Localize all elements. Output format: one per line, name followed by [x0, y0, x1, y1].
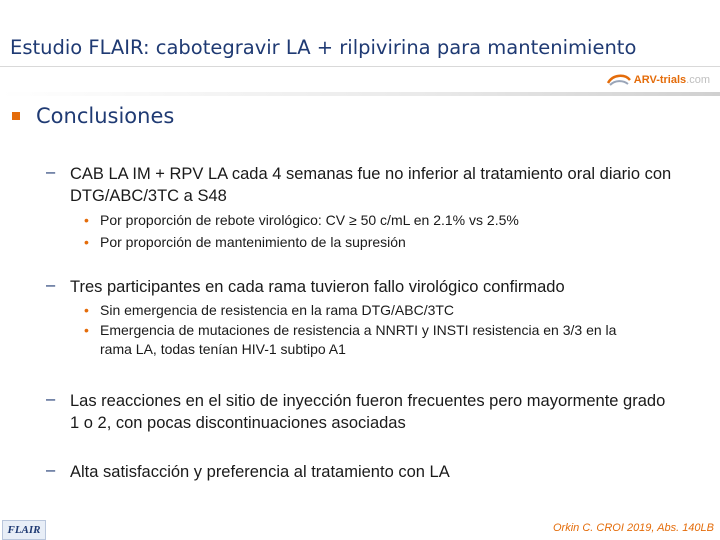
sub-list-item-text: Emergencia de mutaciones de resistencia a NNRTI y INSTI resistencia en 3/3 en la rama LA, todas tenían HIV-1 subtipo A1 — [100, 322, 617, 357]
logo-text — [634, 74, 710, 86]
list-item-text: CAB LA IM + RPV LA cada 4 semanas fue no inferior al tratamiento oral diario con DTG/ABC/3TC a S48 — [70, 165, 672, 205]
list-item-text: Las reacciones en el sitio de inyección fueron frecuentes pero mayormente grado 1 o 2, con pocas discontinuaciones asociadas — [70, 392, 666, 432]
sub-list-item — [84, 301, 704, 320]
sub-bullet: • — [84, 212, 89, 228]
sub-list-item-text: Por proporción de mantenimiento de la supresión — [100, 234, 406, 250]
citation: Orkin C. CROI 2019, Abs. 140LB — [553, 522, 714, 534]
dash-bullet: – — [46, 461, 56, 479]
dash-bullet: – — [46, 390, 56, 408]
section-heading-text: Conclusiones — [36, 104, 175, 128]
sub-list-item-text: Por proporción de rebote virológico: CV ≥ 50 c/mL en 2.1% vs 2.5% — [100, 212, 519, 228]
sub-list-item — [84, 211, 704, 230]
title-divider — [0, 66, 720, 67]
dash-bullet: – — [46, 163, 56, 181]
arv-trials-logo — [606, 72, 710, 88]
logo-text-tld: .com — [686, 74, 710, 86]
section-heading — [12, 104, 174, 128]
sub-bullet: • — [84, 234, 89, 250]
list-item-text: Tres participantes en cada rama tuvieron fallo virológico confirmado — [70, 278, 565, 296]
sub-list-item — [84, 233, 704, 252]
page-title: Estudio FLAIR: cabotegravir LA + rilpivirina para mantenimiento — [10, 36, 637, 59]
header-band — [0, 92, 720, 96]
sub-bullet: • — [84, 302, 89, 318]
logo-text-main: ARV-trials — [633, 74, 687, 86]
sub-bullet: • — [84, 322, 89, 338]
list-item-text: Alta satisfacción y preferencia al tratamiento con LA — [70, 463, 450, 481]
logo-swirl-icon — [606, 72, 632, 88]
section-bullet-icon — [12, 112, 20, 120]
dash-bullet: – — [46, 276, 56, 294]
sub-list-item — [84, 321, 644, 359]
sub-list-item-text: Sin emergencia de resistencia en la rama DTG/ABC/3TC — [100, 302, 455, 318]
study-tag: FLAIR — [2, 520, 46, 540]
